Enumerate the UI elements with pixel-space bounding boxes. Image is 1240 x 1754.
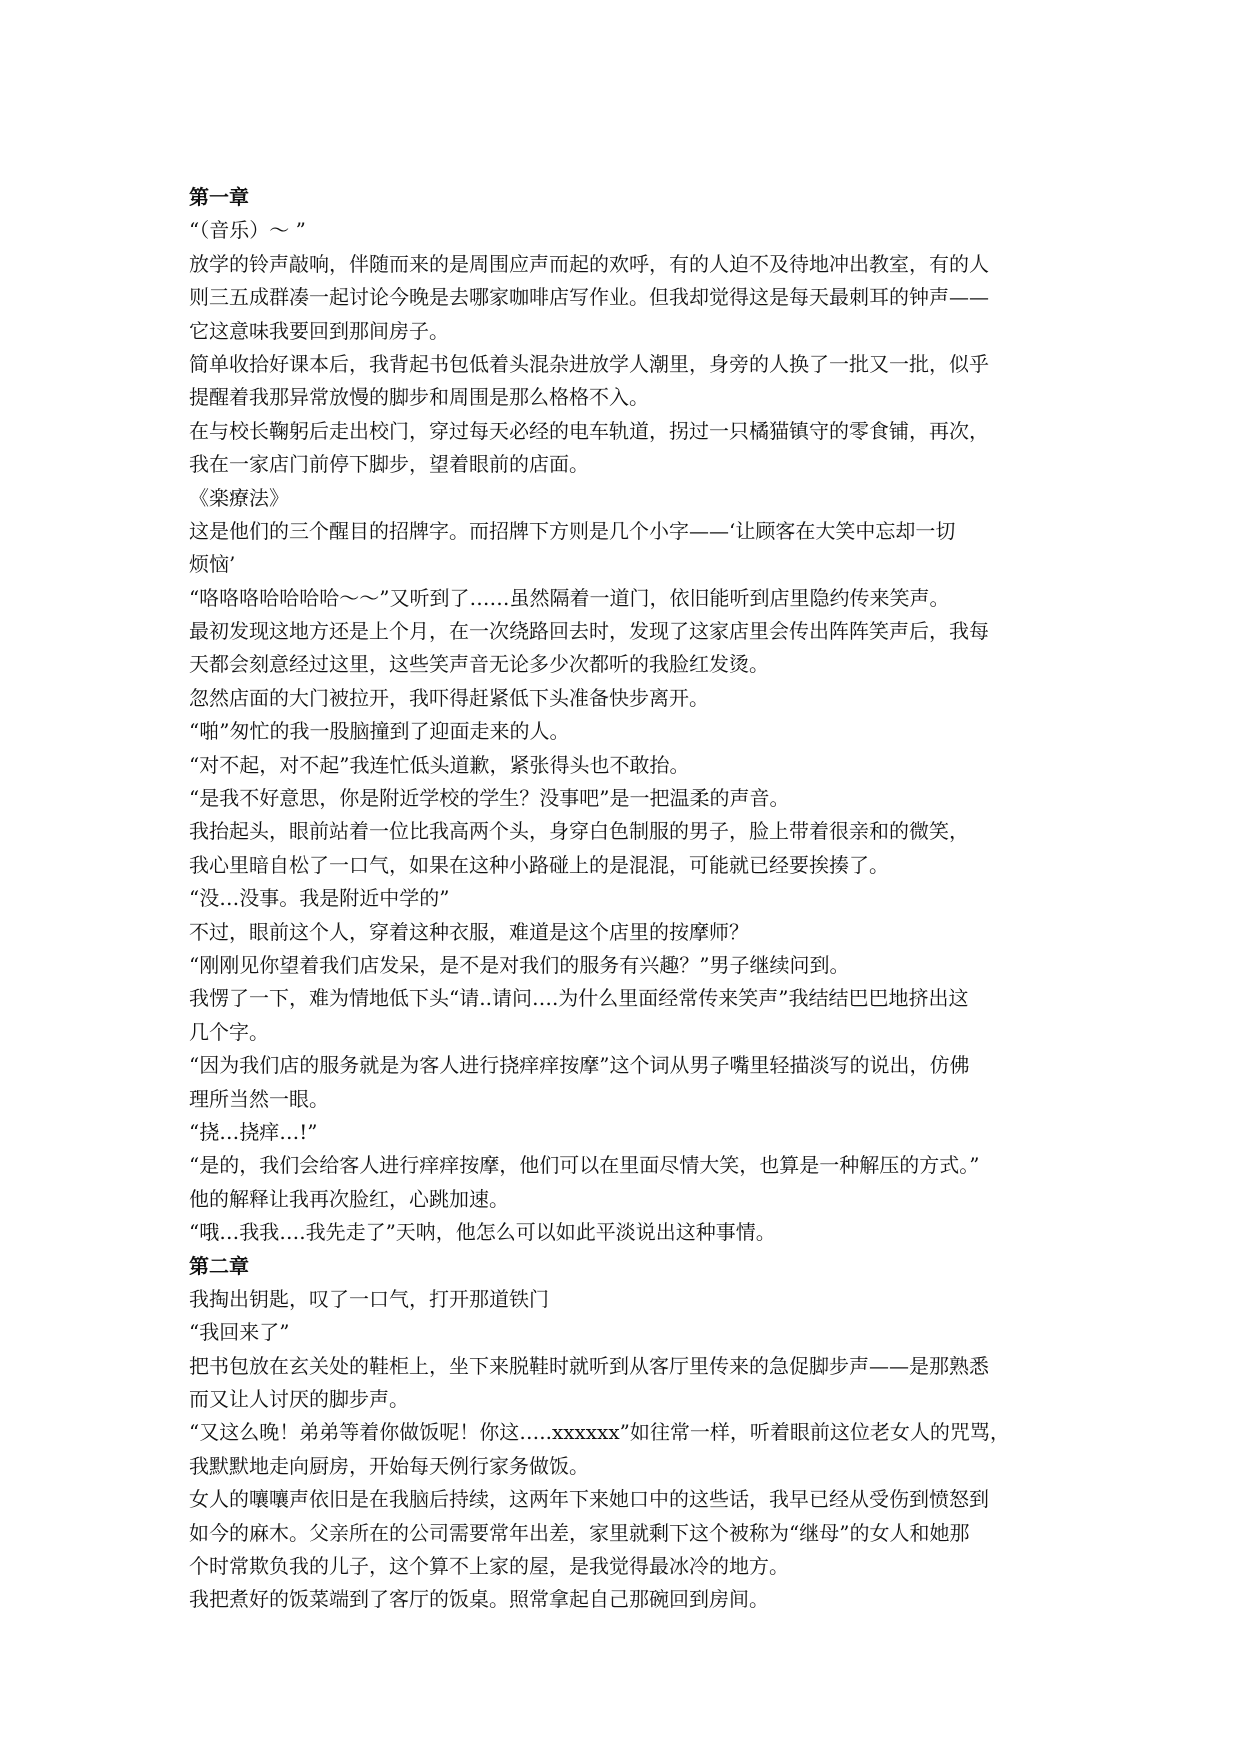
text-line: 《楽療法》 xyxy=(189,485,289,510)
text-line: “挠…挠痒…!” xyxy=(189,1119,318,1144)
text-line: 天都会刻意经过这里，这些笑声音无论多少次都听的我脸红发烫。 xyxy=(189,652,769,677)
chapter-1-heading: 第一章 xyxy=(189,185,249,209)
text-line: “我回来了” xyxy=(189,1320,290,1345)
text-line: 理所当然一眼。 xyxy=(189,1086,329,1111)
text-line: “（音乐）～ ” xyxy=(189,218,306,243)
text-line: “刚刚见你望着我们店发呆，是不是对我们的服务有兴趣？”男子继续问到。 xyxy=(189,952,850,977)
text-line: 烦恼’ xyxy=(189,552,236,577)
text-line: 最初发现这地方还是上个月，在一次绕路回去时，发现了这家店里会传出阵阵笑声后，我每 xyxy=(189,619,989,644)
text-line: 这是他们的三个醒目的招牌字。而招牌下方则是几个小字——‘让顾客在大笑中忘却一切 xyxy=(189,518,956,543)
text-line: “因为我们店的服务就是为客人进行挠痒痒按摩”这个词从男子嘴里轻描淡写的说出，仿佛 xyxy=(189,1053,970,1078)
text-line: 把书包放在玄关处的鞋柜上，坐下来脱鞋时就听到从客厅里传来的急促脚步声——是那熟悉 xyxy=(189,1353,989,1378)
text-line: 提醒着我那异常放慢的脚步和周围是那么格格不入。 xyxy=(189,385,649,410)
text-line: 不过，眼前这个人，穿着这种衣服，难道是这个店里的按摩师？ xyxy=(189,919,749,944)
text-line: 他的解释让我再次脸红，心跳加速。 xyxy=(189,1186,509,1211)
text-line: “咯咯咯哈哈哈哈～～”又听到了……虽然隔着一道门，依旧能听到店里隐约传来笑声。 xyxy=(189,585,950,610)
chapter-2-text xyxy=(189,1283,1069,1617)
text-line: 几个字。 xyxy=(189,1019,269,1044)
text-line: “哦…我我….我先走了”天呐，他怎么可以如此平淡说出这种事情。 xyxy=(189,1220,776,1245)
text-line: 而又让人讨厌的脚步声。 xyxy=(189,1387,409,1412)
text-line: 我愣了一下，难为情地低下头“请..请问….为什么里面经常传来笑声”我结结巴巴地挤出这 xyxy=(189,986,969,1011)
text-line: 我把煮好的饭菜端到了客厅的饭桌。照常拿起自己那碗回到房间。 xyxy=(189,1587,769,1612)
text-line: “啪”匆忙的我一股脑撞到了迎面走来的人。 xyxy=(189,719,570,744)
text-line: 则三五成群凑一起讨论今晚是去哪家咖啡店写作业。但我却觉得这是每天最刺耳的钟声—— xyxy=(189,285,989,310)
text-line: 女人的嚷嚷声依旧是在我脑后持续，这两年下来她口中的这些话，我早已经从受伤到愤怒到 xyxy=(189,1487,989,1512)
text-line: 如今的麻木。父亲所在的公司需要常年出差，家里就剩下这个被称为“继母”的女人和她那 xyxy=(189,1520,970,1545)
text-line: 在与校长鞠躬后走出校门，穿过每天必经的电车轨道，拐过一只橘猫镇守的零食铺，再次， xyxy=(189,418,989,443)
text-line: 个时常欺负我的儿子，这个算不上家的屋，是我觉得最冰冷的地方。 xyxy=(189,1554,789,1579)
text-line: “没…没事。我是附近中学的” xyxy=(189,886,450,911)
document-body xyxy=(189,181,1069,1617)
text-line: 它这意味我要回到那间房子。 xyxy=(189,318,449,343)
chapter-2-heading: 第二章 xyxy=(189,1253,249,1278)
text-line: “对不起，对不起”我连忙低头道歉，紧张得头也不敢抬。 xyxy=(189,752,690,777)
text-line: 忽然店面的大门被拉开，我吓得赶紧低下头准备快步离开。 xyxy=(189,685,709,710)
text-line: 我掏出钥匙，叹了一口气，打开那道铁门 xyxy=(189,1286,549,1311)
text-line: 放学的铃声敲响，伴随而来的是周围应声而起的欢呼，有的人迫不及待地冲出教室，有的人 xyxy=(189,251,989,276)
text-line: “是的，我们会给客人进行痒痒按摩，他们可以在里面尽情大笑，也算是一种解压的方式。” xyxy=(189,1153,980,1178)
text-line: “是我不好意思，你是附近学校的学生？没事吧”是一把温柔的声音。 xyxy=(189,786,790,811)
text-line: 我在一家店门前停下脚步，望着眼前的店面。 xyxy=(189,452,589,477)
text-line: 简单收拾好课本后，我背起书包低着头混杂进放学人潮里，身旁的人换了一批又一批，似乎 xyxy=(189,351,989,376)
chapter-1-text xyxy=(189,214,1069,1249)
text-line: 我抬起头，眼前站着一位比我高两个头，身穿白色制服的男子，脸上带着很亲和的微笑， xyxy=(189,819,969,844)
text-line: 我心里暗自松了一口气，如果在这种小路碰上的是混混，可能就已经要挨揍了。 xyxy=(189,852,889,877)
text-line: 我默默地走向厨房，开始每天例行家务做饭。 xyxy=(189,1453,589,1478)
text-line: “又这么晚！弟弟等着你做饭呢！你这…..xxxxxx”如往常一样，听着眼前这位老女人的咒骂， xyxy=(189,1420,1010,1445)
